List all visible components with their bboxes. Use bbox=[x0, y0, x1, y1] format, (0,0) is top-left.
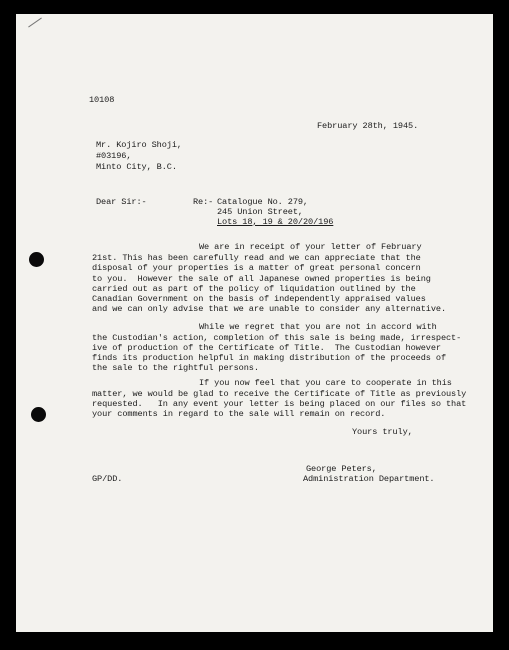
paragraph1-line1: We are in receipt of your letter of February bbox=[199, 242, 422, 252]
punch-hole-top bbox=[29, 252, 44, 267]
closing: Yours truly, bbox=[352, 427, 413, 437]
re-line-street: 245 Union Street, bbox=[217, 207, 303, 217]
file-number: 10108 bbox=[89, 95, 115, 105]
re-line-lots: Lots 18, 19 & 20/20/196 bbox=[217, 217, 334, 227]
recipient-name: Mr. Kojiro Shoji, bbox=[96, 140, 182, 150]
recipient-number: #03196, bbox=[96, 151, 132, 161]
signature-department: Administration Department. bbox=[303, 474, 435, 484]
paragraph2-line5: the sale to the rightful persons. bbox=[92, 363, 259, 373]
paragraph1-line3: disposal of your properties is a matter of great personal concern bbox=[92, 263, 421, 273]
paragraph3-line2: matter, we would be glad to receive the Certificate of Title as previously bbox=[92, 389, 467, 399]
signature-name: George Peters, bbox=[306, 464, 377, 474]
punch-hole-bottom bbox=[31, 407, 46, 422]
re-line-catalogue: Catalogue No. 279, bbox=[217, 197, 309, 207]
paragraph2-line1: While we regret that you are not in accord with bbox=[199, 322, 437, 332]
paragraph1-line7: and we can only advise that we are unable to consider any alternative. bbox=[92, 304, 446, 314]
paragraph1-line6: Canadian Government on the basis of independently appraised values bbox=[92, 294, 426, 304]
paragraph2-line4: finds its production helpful in making distribution of the proceeds of bbox=[92, 353, 446, 363]
paragraph2-line3: ive of production of the Certificate of Title. The Custodian however bbox=[92, 343, 441, 353]
recipient-address: Minto City, B.C. bbox=[96, 162, 177, 172]
paragraph1-line5: carried out as part of the policy of liquidation outlined by the bbox=[92, 284, 416, 294]
paragraph2-line2: the Custodian's action, completion of this sale is being made, irrespect- bbox=[92, 333, 462, 343]
re-label: Re:- bbox=[193, 197, 214, 207]
paragraph3-line4: your comments in regard to the sale will remain on record. bbox=[92, 409, 386, 419]
salutation: Dear Sir:- bbox=[96, 197, 147, 207]
initials: GP/DD. bbox=[92, 474, 123, 484]
paragraph3-line3: requested. In any event your letter is being placed on our files so that bbox=[92, 399, 467, 409]
paragraph1-line2: 21st. This has been carefully read and we can appreciate that the bbox=[92, 253, 421, 263]
paragraph1-line4: to you. However the sale of all Japanese owned properties is being bbox=[92, 274, 431, 284]
paragraph3-line1: If you now feel that you care to cooperate in this bbox=[199, 378, 452, 388]
letter-date: February 28th, 1945. bbox=[317, 121, 419, 131]
